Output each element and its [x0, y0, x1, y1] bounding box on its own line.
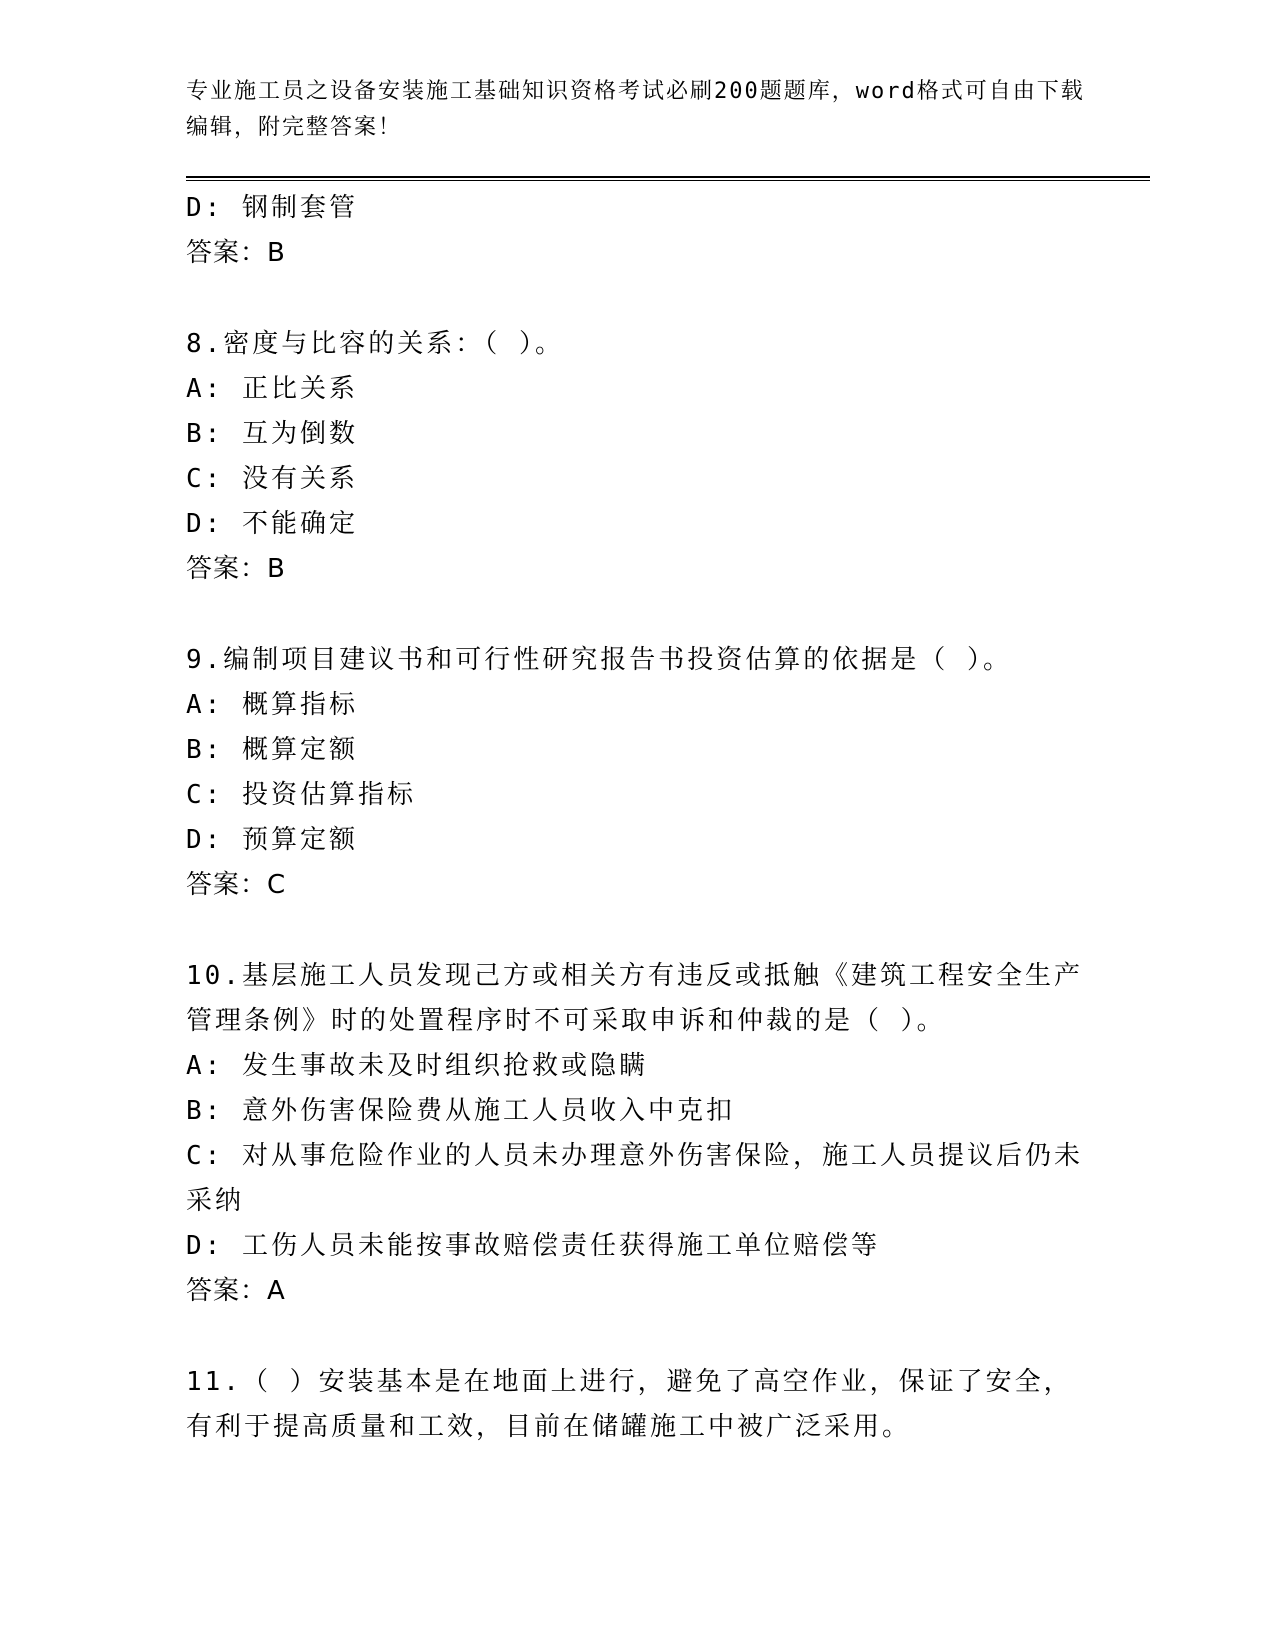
question-block-8: [186, 322, 1086, 592]
answer-line: 答案：B: [186, 554, 286, 584]
option-a: A: 正比关系: [186, 374, 358, 404]
option-b: B: 意外伤害保险费从施工人员收入中克扣: [186, 1096, 735, 1126]
option-d: D: 不能确定: [186, 509, 358, 539]
option-c: C: 投资估算指标: [186, 780, 416, 810]
header-divider: [186, 176, 1150, 181]
answer-line: 答案：A: [186, 1276, 286, 1306]
question-block-11: [186, 1360, 1086, 1450]
option-c: C: 对从事危险作业的人员未办理意外伤害保险，施工人员提议后仍未采纳: [186, 1141, 1083, 1216]
option-d: D: 预算定额: [186, 825, 358, 855]
option-b: B: 概算定额: [186, 735, 358, 765]
option-a: A: 发生事故未及时组织抢救或隐瞒: [186, 1051, 648, 1081]
option-b: B: 互为倒数: [186, 419, 358, 449]
option-d: D: 钢制套管: [186, 193, 358, 223]
question-block-7: [186, 186, 1086, 276]
document-header: 专业施工员之设备安装施工基础知识资格考试必刷200题题库，word格式可自由下载编辑，附完整答案！: [186, 79, 1085, 140]
option-d: D: 工伤人员未能按事故赔偿责任获得施工单位赔偿等: [186, 1231, 880, 1261]
option-c: C: 没有关系: [186, 464, 358, 494]
question-text: 11.（ ）安装基本是在地面上进行，避免了高空作业，保证了安全，有利于提高质量和工效，目前在储罐施工中被广泛采用。: [186, 1367, 1073, 1442]
question-text: 9.编制项目建议书和可行性研究报告书投资估算的依据是（ ）。: [186, 645, 1012, 675]
question-block-9: [186, 638, 1086, 908]
answer-line: 答案：B: [186, 238, 286, 268]
option-a: A: 概算指标: [186, 690, 358, 720]
question-text: 8.密度与比容的关系：（ ）。: [186, 329, 564, 359]
question-block-10: [186, 954, 1086, 1314]
question-list: [186, 186, 1086, 1450]
question-text: 10.基层施工人员发现己方或相关方有违反或抵触《建筑工程安全生产管理条例》时的处置程序时不可采取申诉和仲裁的是（ ）。: [186, 961, 1083, 1036]
answer-line: 答案：C: [186, 870, 287, 900]
